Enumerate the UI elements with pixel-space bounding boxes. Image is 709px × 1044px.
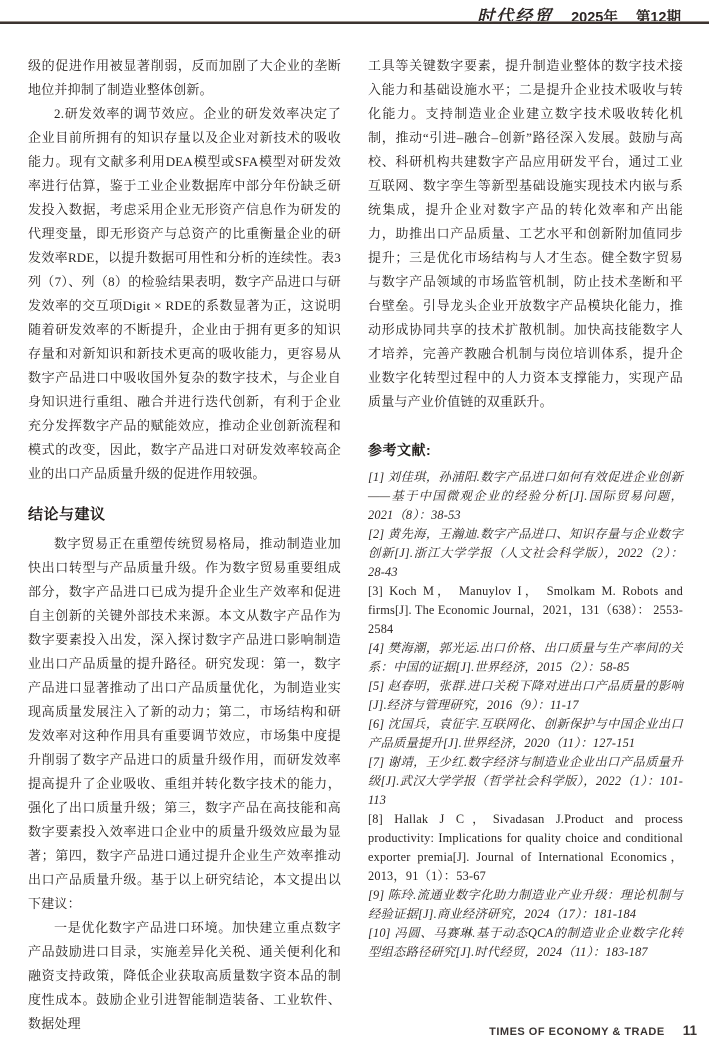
reference-item: [4] 樊海潮，郭光运.出口价格、出口质量与生产率间的关系：中国的证据[J].世界经济，2015（2）：58-85: [368, 641, 683, 674]
issue-number: 第12期: [635, 10, 681, 26]
reference-item: [8] Hallak J C，Sivadasan J.Product and process productivity: Implications for quality choice and conditional exporter premia[J]. Journal of International Economics，2013，91（1）：53-67: [368, 812, 683, 883]
reference-item: [6] 沈国兵，袁征宇.互联网化、创新保护与中国企业出口产品质量提升[J].世界经济，2020（11）：127-151: [368, 717, 683, 750]
reference-item: [1] 刘佳琪，孙浦阳.数字产品进口如何有效促进企业创新——基于中国微观企业的经验分析[J].国际贸易问题，2021（8）：38-53: [368, 470, 683, 522]
reference-item: [5] 赵春明，张群.进口关税下降对进出口产品质量的影响[J].经济与管理研究，2016（9）：11-17: [368, 679, 683, 712]
reference-item: [10] 冯圆、马赛琳.基于动态QCA的制造业企业数字化转型组态路径研究[J].时代经贸，2024（11）：183-187: [368, 926, 683, 959]
journal-title: 时代经贸: [477, 7, 554, 27]
reference-item: [3] Koch M， Manuylov I， Smolkam M. Robots and firms[J]. The Economic Journal，2021，131（638）： 2553-2584: [368, 584, 683, 636]
paragraph-suggestion-one: 一是优化数字产品进口环境。加快建立重点数字产品鼓励进口目录，实施差异化关税、通关便利化和融资支持政策，降低企业获取高质量数字资本品的制度性成本。鼓励企业引进智能制造装备、工业软件、数据处理: [28, 920, 341, 1031]
journal-name-english: TIMES OF ECONOMY & TRADE: [489, 1026, 665, 1038]
header-rule: [0, 21, 709, 24]
page-number: 11: [682, 1023, 697, 1038]
paragraph-continuation: 级的促进作用被显著削弱，反而加剧了大企业的垄断地位并抑制了制造业整体创新。: [28, 58, 341, 97]
references-list: [368, 468, 683, 962]
reference-item: [9] 陈玲.流通业数字化助力制造业产业升级：理论机制与经验证据[J].商业经济研究，2024（17）：181-184: [368, 888, 683, 921]
section-heading-conclusion: 结论与建议: [28, 506, 106, 523]
reference-item: [7] 谢靖，王少红.数字经济与制造业企业出口产品质量升级[J].武汉大学学报（哲学社会科学版），2022（1）：101-113: [368, 755, 683, 807]
reference-item: [2] 黄先海，王瀚迪.数字产品进口、知识存量与企业数字创新[J].浙江大学学报（人文社会科学版），2022（2）：28-43: [368, 527, 683, 579]
article-body: [28, 54, 683, 1036]
paragraph-conclusion-findings: 数字贸易正在重塑传统贸易格局，推动制造业加快出口转型与产品质量升级。作为数字贸易重要组成部分，数字产品进口已成为提升企业生产效率和促进自主创新的关键外部技术来源。本文从数字产品作为数字要素投入出发，深入探讨数字产品进口影响制造业出口产品质量的提升路径。研究发现：第一，数字产品进口显著推动了出口产品质量优化，为制造业实现高质量发展注入了新的动力；第二，市场结构和研发效率对这种作用具有重要调节效应，市场集中度提升削弱了数字产品进口的质量升级作用，而研发效率提高提升了企业吸收、重组并转化数字技术的能力，强化了出口质量升级；第三，数字产品在高技能和高数字要素投入效率进口企业中的质量升级效应最为显著；第四，数字产品进口通过提升企业生产效率推动出口产品质量升级。基于以上研究结论，本文提出以下建议：: [28, 536, 341, 911]
issue-year: 2025年: [571, 10, 618, 26]
right-column: [368, 54, 683, 1036]
paragraph-suggestions-continued: 工具等关键数字要素，提升制造业整体的数字技术接入能力和基础设施水平；二是提升企业技术吸收与转化能力。支持制造业企业建立数字技术吸收转化机制，推动“引进–融合–创新”路径深入发展。鼓励与高校、科研机构共建数字产品应用研发平台，通过工业互联网、数字孪生等新型基础设施实现技术内嵌与系统集成，提升企业对数字产品的转化效率和产出能力，助推出口产品质量、工艺水平和创新附加值同步提升；三是优化市场结构与人才生态。健全数字贸易与数字产品领域的市场监管机制，防止技术垄断和平台壁垒。引导龙头企业开放数字产品模块化能力，推动形成协同共享的技术扩散机制。加快高技能数字人才培养，完善产教融合机制与岗位培训体系，提升企业数字化转型过程中的人力资本支撑能力，实现产品质量与产业价值链的双重跃升。: [368, 58, 683, 409]
references-heading: 参考文献:: [368, 442, 432, 458]
page-footer: [489, 1023, 697, 1038]
paragraph-rde-moderation: 2.研发效率的调节效应。企业的研发效率决定了企业目前所拥有的知识存量以及企业对新技术的吸收能力。现有文献多利用DEA模型或SFA模型对研发效率进行估算，鉴于工业企业数据库中部分年份缺乏研发投入数据，考虑采用企业无形资产信息作为研发的代理变量，即无形资产与总资产的比重衡量企业的研发效率RDE，以提升数据可用性和分析的连续性。表3列（7）、列（8）的检验结果表明，数字产品进口与研发效率的交互项Digit × RDE的系数显著为正，这说明随着研发效率的不断提升，企业由于拥有更多的知识存量和对新知识和新技术更高的吸收能力，更容易从数字产品进口中吸收国外复杂的数字技术，与企业自身知识进行重组、融合并进行迭代创新，有利于企业充分发挥数字产品的赋能效应，推动企业创新流程和模式的改变，因此，数字产品进口对研发效率较高企业的出口产品质量升级的促进作用较强。: [28, 106, 341, 481]
left-column: [28, 54, 341, 1036]
